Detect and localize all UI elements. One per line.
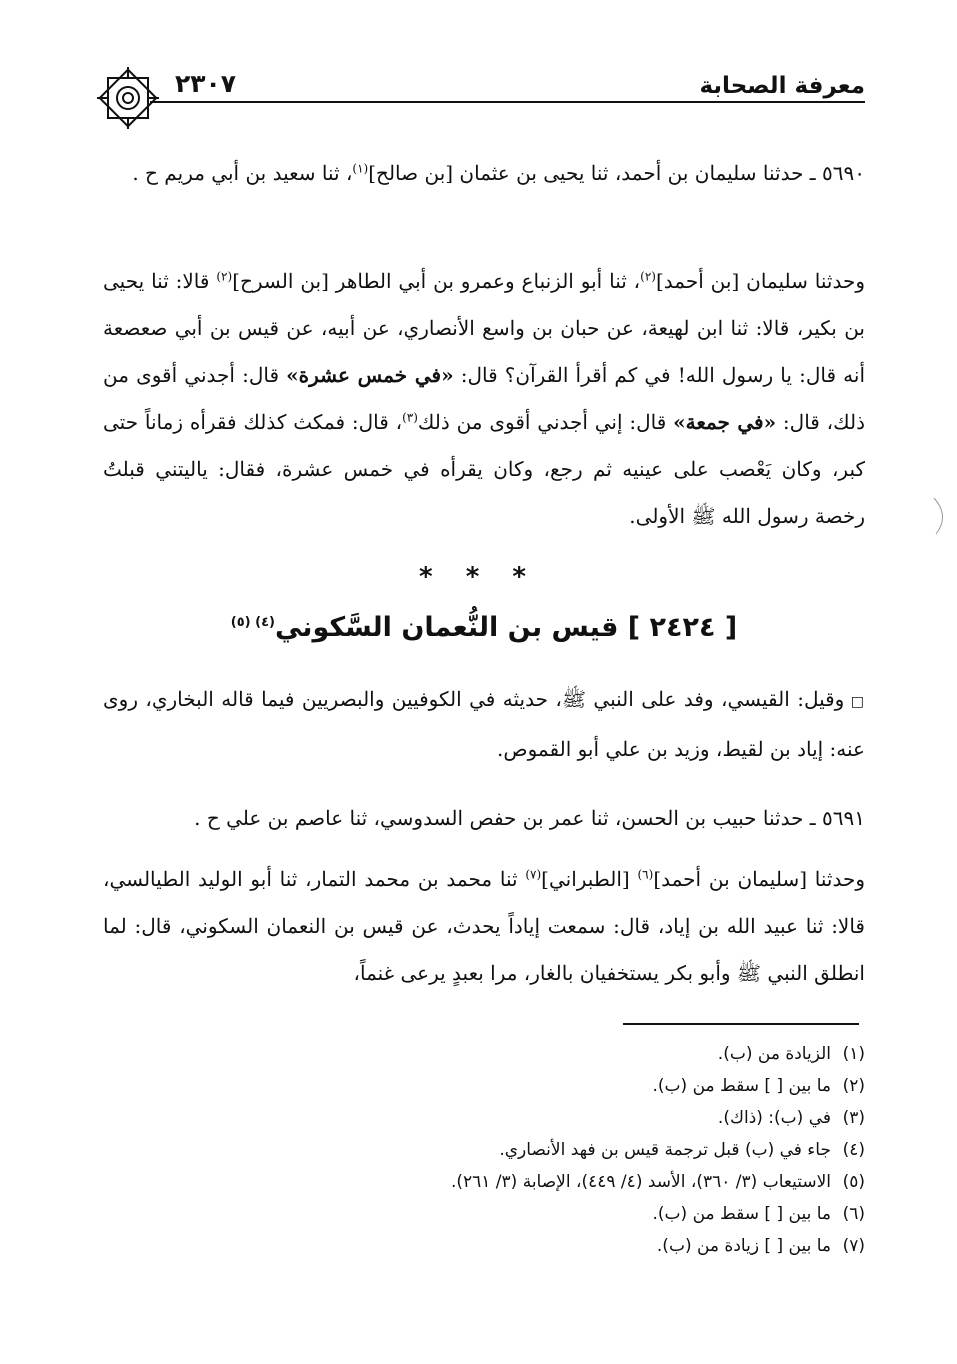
footnote-text: الاستيعاب (٣/ ٣٦٠)، الأسد (٤/ ٤٤٩)، الإصابة (٣/ ٢٦١). <box>450 1172 831 1192</box>
footnote-ref: (٧) <box>525 867 542 882</box>
section-title: [ ٢٤٢٤ ] قيس بن النُّعمان السَّكوني <box>274 612 738 643</box>
footnote-number: (٤) <box>842 1140 865 1160</box>
footnote-ref: (٢) <box>640 269 656 284</box>
text-run: ثنا محمد بن محمد التمار، ثنا أبو الوليد الطيالسي، قالا: ثنا عبيد الله بن إياد، قال: سمعت إياداً يحدث، عن قيس بن النعمان السكوني، قال: لما انطلق النبي ﷺ وأبو بكر يستخفيان بالغار، مرا بعبدٍ يرعى غنماً، <box>103 867 865 985</box>
footnote-number: (٢) <box>842 1076 865 1096</box>
footnote-ref: (١) <box>352 161 369 176</box>
footnote-rule <box>623 1023 859 1025</box>
footnote-ref: (٤) (٥) <box>230 615 275 630</box>
footnote-item <box>103 1102 865 1134</box>
footnote-item <box>103 1166 865 1198</box>
scan-edge-mark <box>932 496 954 536</box>
page-header <box>95 55 865 125</box>
footnote-item <box>103 1230 865 1262</box>
text-run: وحدثنا سليمان [بن أحمد] <box>655 269 866 293</box>
biography-paragraph <box>103 676 865 773</box>
footnote-item <box>103 1070 865 1102</box>
section-heading <box>103 612 865 643</box>
footnote-number: (٣) <box>842 1108 865 1128</box>
hadith-5691-paragraph <box>103 795 865 842</box>
text-run: وحدثنا [سليمان بن أحمد] <box>653 867 866 891</box>
running-title: معرفة الصحابة <box>699 73 865 99</box>
footnote-item <box>103 1038 865 1070</box>
footnote-text: جاء في (ب) قبل ترجمة قيس بن فهد الأنصاري. <box>499 1140 831 1160</box>
footnote-ref: (٢) <box>216 269 233 284</box>
text-run: ٥٦٩١ ـ حدثنا حبيب بن الحسن، ثنا عمر بن حفص السدوسي، ثنا عاصم بن علي ح . <box>194 806 865 830</box>
footnote-text: الزيادة من (ب). <box>717 1044 831 1064</box>
footnote-text: ما بين [ ] سقط من (ب). <box>652 1204 831 1224</box>
prophetic-quote: «في جمعة» <box>673 410 777 434</box>
footnote-text: ما بين [ ] زيادة من (ب). <box>656 1236 831 1256</box>
text-run: ، ثنا أبو الزنباع وعمرو بن أبي الطاهر [بن السرح] <box>232 269 641 293</box>
footnote-number: (٥) <box>842 1172 865 1192</box>
text-run: قال: إني أجدني أقوى من ذلك <box>417 410 674 434</box>
footnotes <box>103 1038 865 1262</box>
hadith-5690-paragraph <box>103 150 865 197</box>
footnote-text: ما بين [ ] سقط من (ب). <box>652 1076 831 1096</box>
footnote-ref: (٦) <box>637 867 654 882</box>
footnote-text: في (ب): (ذاك). <box>717 1108 831 1128</box>
text-run: وقيل: القيسي، وفد على النبي ﷺ، حديثه في الكوفيين والبصريين فيما قاله البخاري، روى عنه: إياد بن لقيط، وزيد بن علي أبو القموص. <box>103 687 865 761</box>
section-separator: * * * <box>419 562 538 592</box>
footnote-number: (٧) <box>842 1236 865 1256</box>
isnad-paragraph-2 <box>103 856 865 997</box>
square-marker-icon: □ <box>850 694 865 710</box>
isnad-paragraph <box>103 258 865 540</box>
text-run: ، قال: فمكث كذلك فقرأه زماناً حتى كبر، وكان يَعْصب على عينيه ثم رجع، وكان يقرأه في خمس عشرة، فقال: ياليتني قبلتُ رخصة رسول الله ﷺ الأولى. <box>103 410 865 528</box>
text-run: قال: أجدني أقوى من ذلك، قال: <box>103 363 865 434</box>
prophetic-quote: «في خمس عشرة» <box>286 363 454 387</box>
text-run: قالا: ثنا يحيى بن بكير، قالا: ثنا ابن لهيعة، عن حبان بن واسع الأنصاري، عن أبيه، عن قيس بن أبي صعصعة أنه قال: يا رسول الله! في كم أقرأ القرآن؟ قال: <box>103 269 865 387</box>
text-run: [الطبراني] <box>541 867 638 891</box>
footnote-item <box>103 1198 865 1230</box>
footnote-number: (٦) <box>842 1204 865 1224</box>
header-rule <box>150 101 865 103</box>
text-run: ٥٦٩٠ ـ حدثنا سليمان بن أحمد، ثنا يحيى بن عثمان [بن صالح] <box>368 161 865 185</box>
footnote-number: (١) <box>842 1044 865 1064</box>
page-number: ٢٣٠٧ <box>175 69 237 98</box>
footnote-ref: (٣) <box>402 410 418 425</box>
text-run: ، ثنا سعيد بن أبي مريم ح . <box>132 161 353 185</box>
octagram-ornament-icon <box>95 65 161 131</box>
footnote-item <box>103 1134 865 1166</box>
